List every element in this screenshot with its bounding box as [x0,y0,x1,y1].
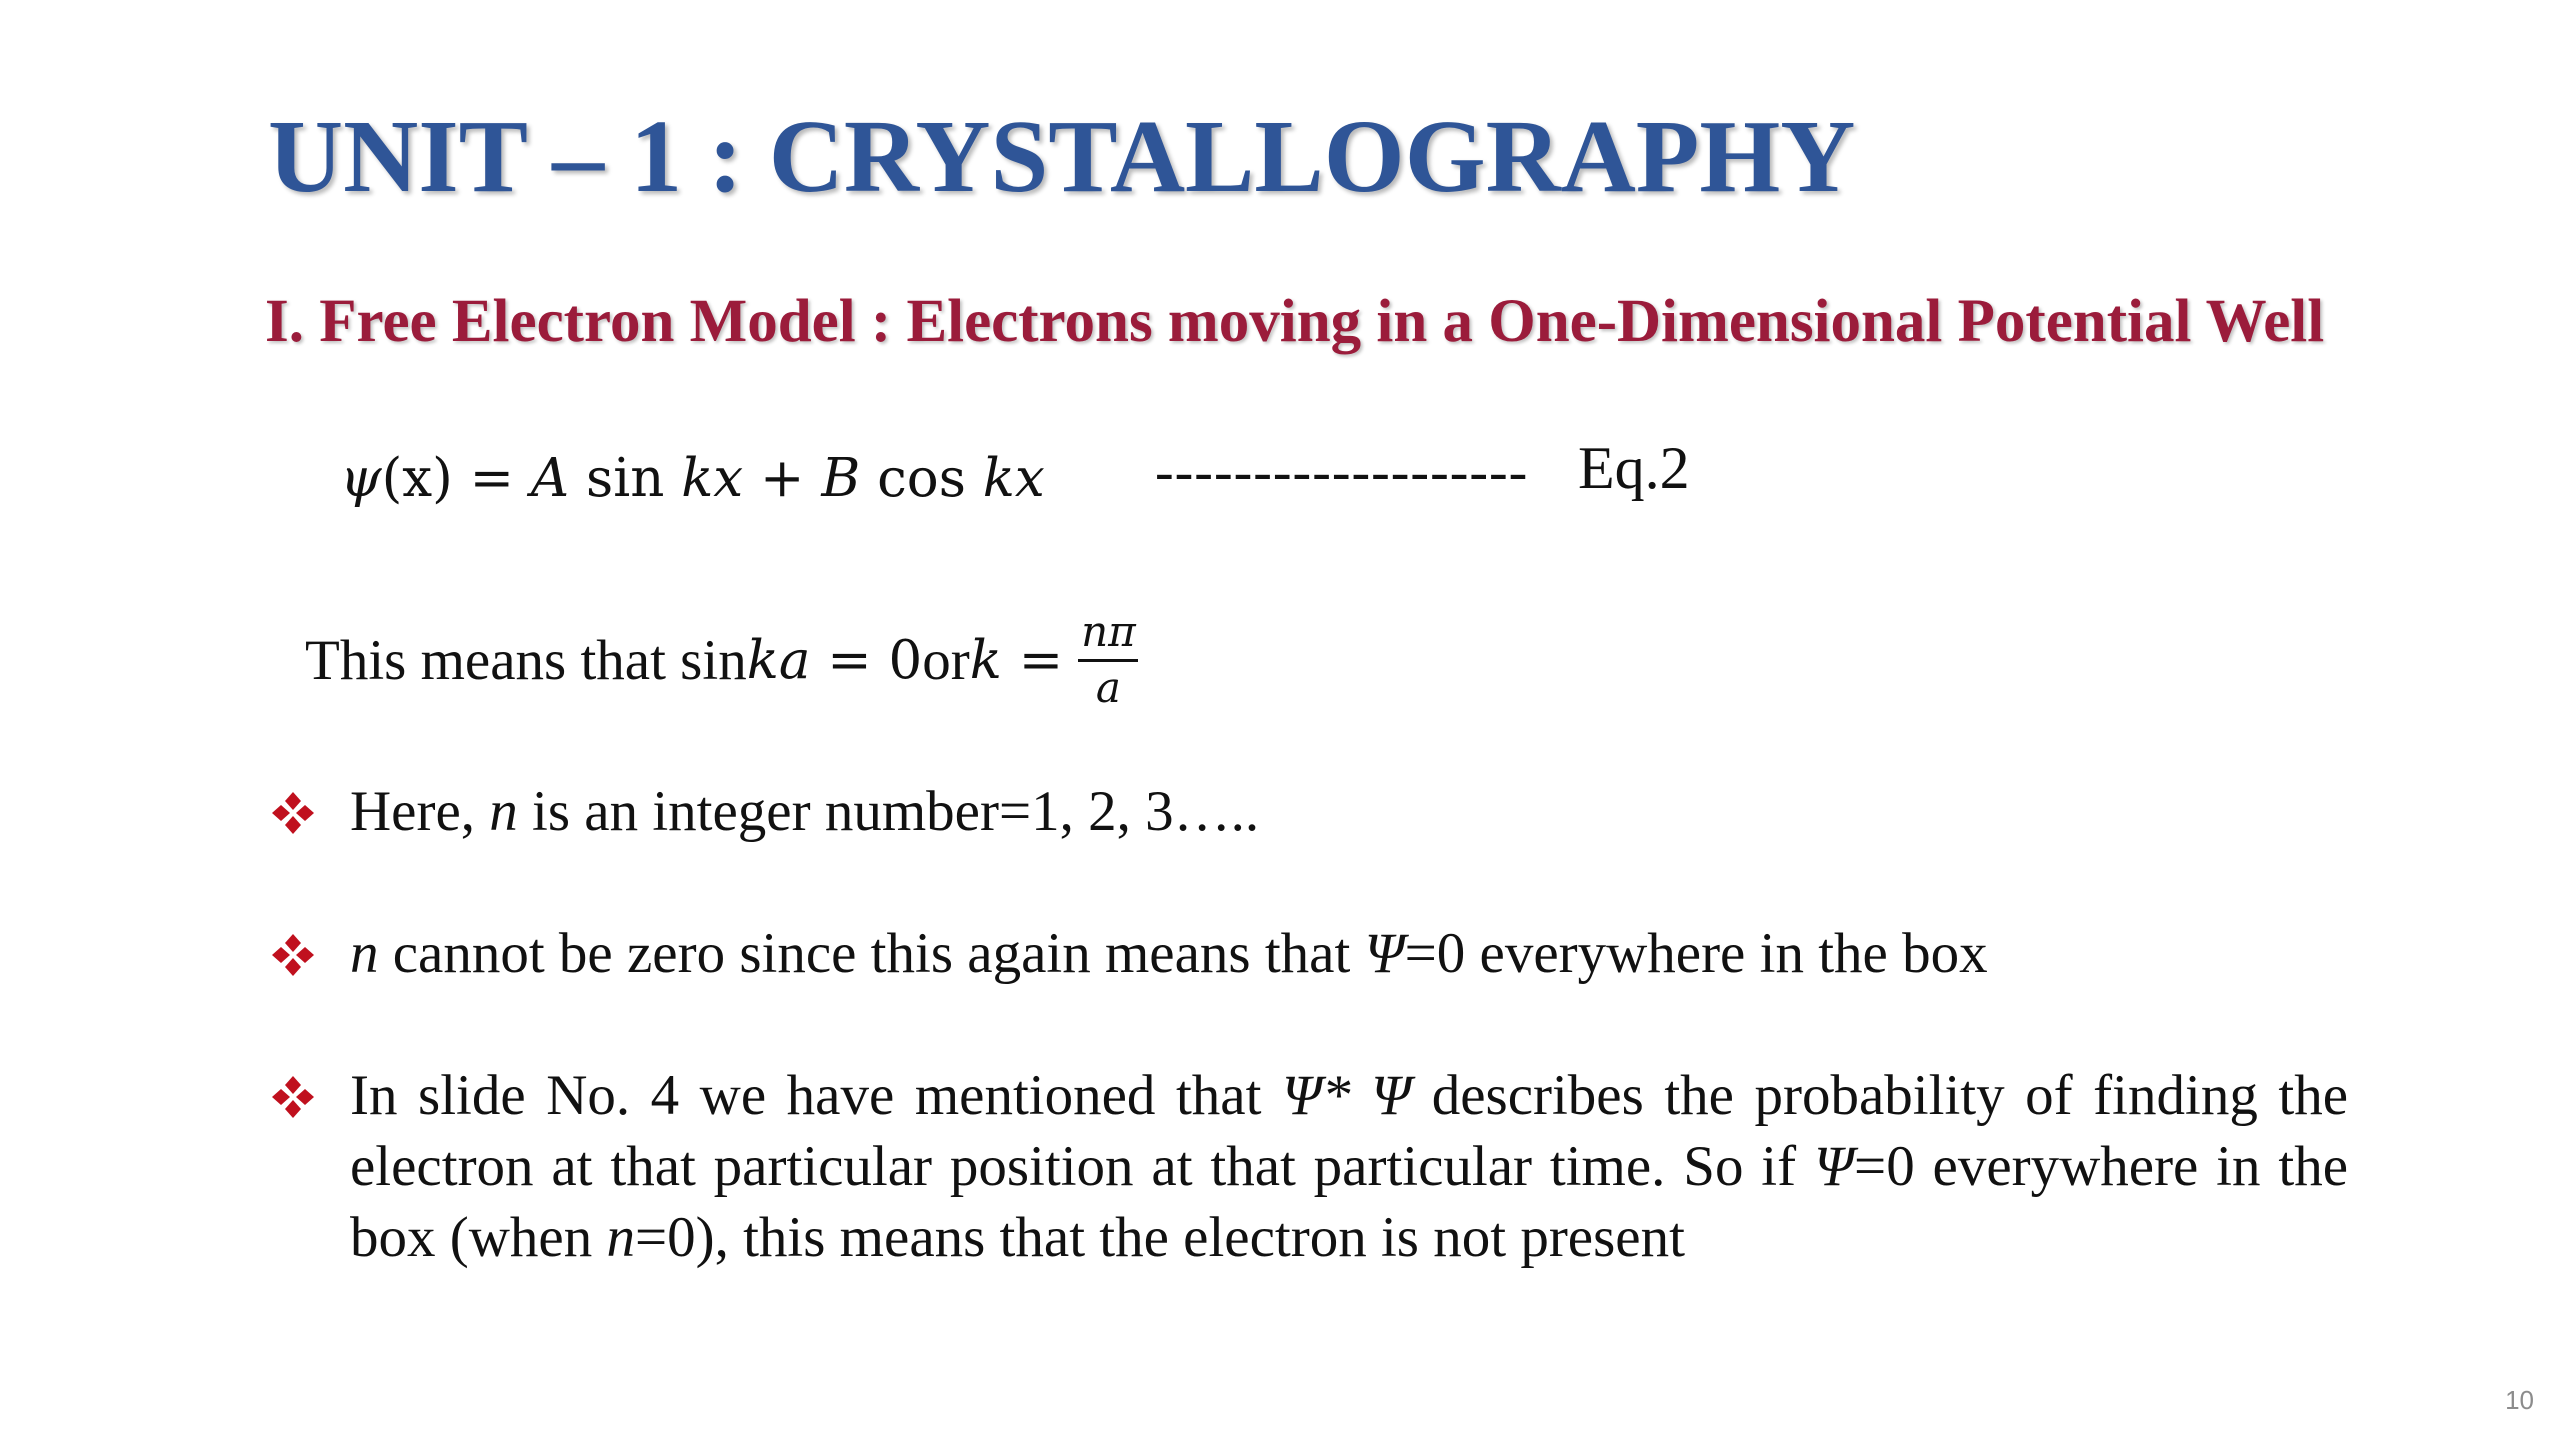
n-pi-over-a-fraction [1077,607,1140,712]
section-subtitle: I. Free Electron Model : Electrons moving in a One-Dimensional Potential Well [265,288,2325,355]
four-diamond-bullet-icon [270,790,316,836]
equation-row [340,435,1790,520]
fraction-denominator: a [1095,662,1121,712]
bullet-text: Here, n is an integer number=1, 2, 3….. [350,780,1260,843]
bullet-item-nonzero [270,918,1988,989]
wavefunction-equation: ψ(x) = A sin kx + B cos kx [340,448,1045,509]
equation-label: Eq.2 [1578,435,1690,501]
bullet-item-integer [270,776,1259,847]
fraction-bar [1078,659,1138,662]
slide-title: UNIT – 1 : CRYSTALLOGRAPHY [268,99,1856,214]
four-diamond-bullet-icon [270,932,316,978]
equation-leader-dashes: ------------------- [1155,441,1529,503]
page-number: 10 [2505,1385,2534,1415]
bullet-text: In slide No. 4 we have mentioned that Ψ* Ψ describes the probability of finding the electron at that particular position at that particular time. So if Ψ=0 everywhere in the box (when n=0), this means that the electron is not present [350,1064,2348,1269]
condition-statement: This means that sin ka = 0 or k = $\frac{n\pi}{a}$ [305,600,1140,720]
bullet-item-probability [270,1060,2348,1273]
bullet-text: n cannot be zero since this again means that Ψ=0 everywhere in the box [350,922,1988,985]
fraction-numerator: nπ [1081,607,1136,657]
four-diamond-bullet-icon [270,1074,316,1120]
